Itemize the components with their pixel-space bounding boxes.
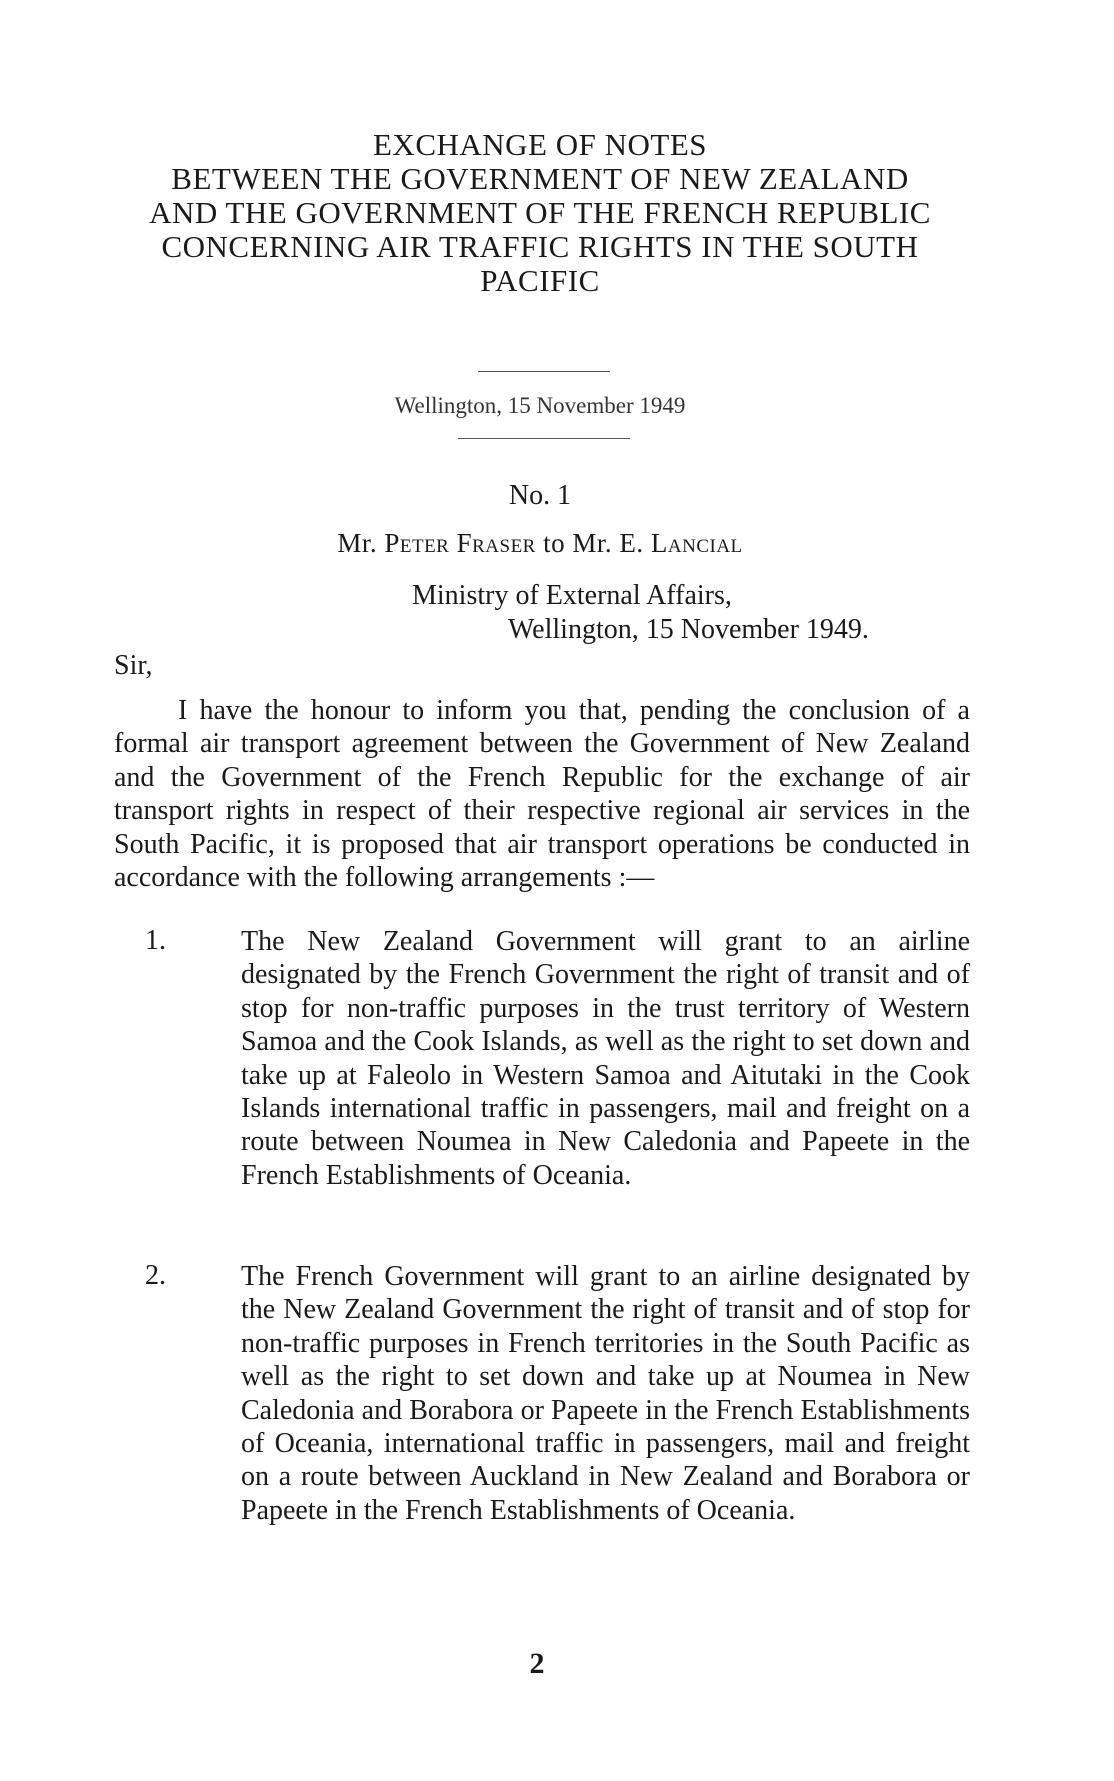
heading-line: AND THE GOVERNMENT OF THE FRENCH REPUBLIC: [149, 195, 931, 230]
dateline: Wellington, 15 November 1949: [394, 393, 686, 418]
list-item-text: The French Government will grant to an airline designated by the New Zealand Government the right of transit and of stop for non-traffic purposes in French territories in the South Pacific as well as the right to set down and take up at Noumea in New Caledonia and Borabora or Papeete in the French Establishments of Oceania, international traffic in passengers, mail and freight on a route between Auckland in New Zealand and Borabora or Papeete in the French Establishments of Oceania.: [241, 1261, 970, 1526]
heading-line: CONCERNING AIR TRAFFIC RIGHTS IN THE SOUTH: [161, 229, 919, 264]
address-date-line: Wellington, 15 November 1949.: [508, 614, 869, 645]
document-heading: [100, 128, 980, 298]
heading-line: EXCHANGE OF NOTES: [373, 127, 707, 162]
recipient-name: Lancial: [650, 528, 743, 558]
heading-line: PACIFIC: [480, 263, 600, 298]
heading-line: BETWEEN THE GOVERNMENT OF NEW ZEALAND: [171, 161, 909, 196]
divider-rule: [458, 438, 630, 439]
correspondents-line: [100, 528, 980, 559]
item-number: 2.: [145, 1260, 166, 1291]
salutation: Sir,: [114, 650, 153, 681]
document-number: No. 1: [508, 480, 572, 511]
list-item-text: The New Zealand Government will grant to an airline designated by the French Government the right of transit and of stop for non-traffic purposes in the trust territory of Western Samoa and the Cook Islands, as well as the right to set down and take up at Faleolo in Western Samoa and Aitutaki in the Cook Islands international traffic in passengers, mail and freight on a route between Noumea in New Caledonia and Papeete in the French Establishments of Oceania.: [241, 926, 970, 1191]
page-number: 2: [529, 1647, 545, 1680]
sender-name: Peter Fraser: [384, 528, 536, 558]
connector-word: to: [543, 528, 566, 558]
address-line: Ministry of External Affairs,: [412, 580, 732, 611]
sender-prefix: Mr.: [337, 528, 378, 558]
intro-paragraph: I have the honour to inform you that, pending the conclusion of a formal air transport agreement between the Government of New Zealand and the Government of the French Republic for the exchange of air transport rights in respect of their respective regional air services in the South Pacific, it is proposed that air transport operations be conducted in accordance with the following arrangements :—: [114, 695, 970, 894]
recipient-prefix: Mr. E.: [572, 528, 644, 558]
item-number: 1.: [145, 925, 166, 956]
divider-rule: [478, 371, 610, 372]
